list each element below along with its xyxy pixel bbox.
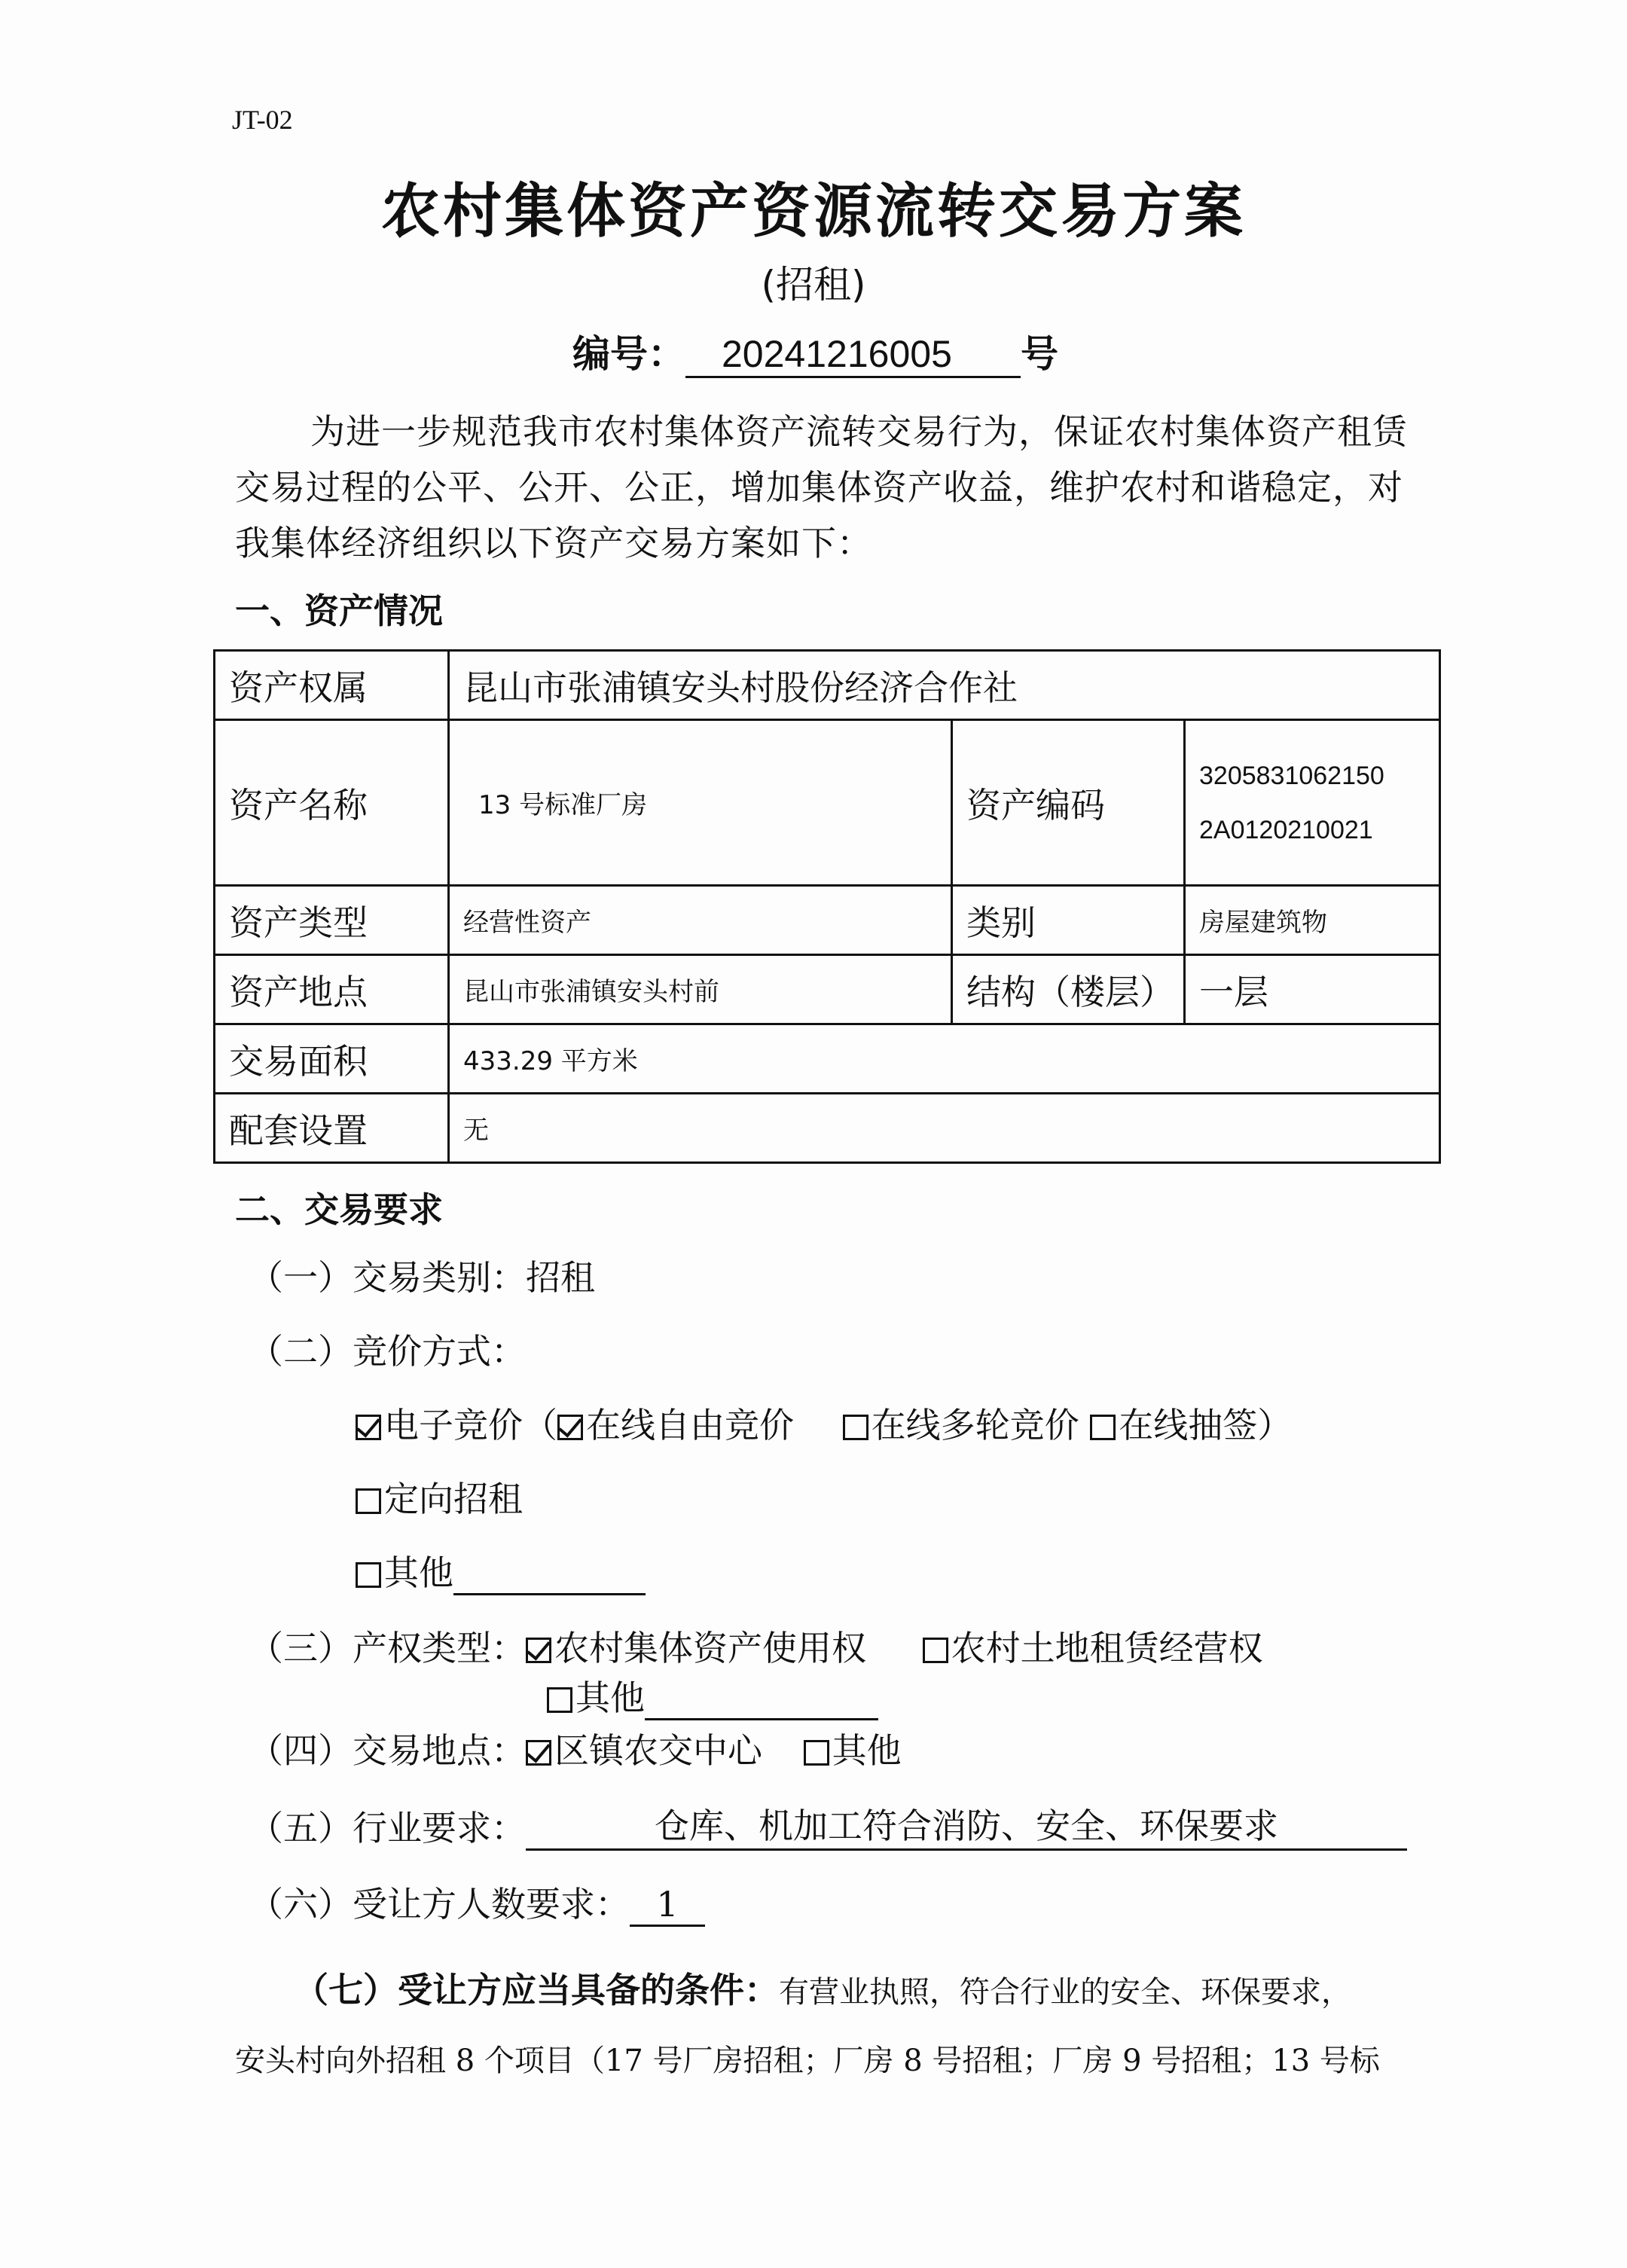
req-industry [249,1799,1407,1851]
bidding-other-blank [453,1555,646,1595]
section-asset-heading: 一、资产情况 [235,591,443,631]
serial-number-line [572,324,1058,378]
checkbox-online-multi-round[interactable] [843,1415,868,1440]
req-transferee-count [249,1877,705,1927]
checkbox-bidding-other[interactable] [356,1562,381,1588]
opt-town-center: 区镇农交中心 [554,1730,762,1771]
opt-location-other: 其他 [832,1730,902,1771]
opt-directed-lease: 定向招租 [384,1479,523,1519]
table-row [215,886,1440,955]
req-trade-location-label: （四）交易地点： [249,1730,526,1771]
req-conditions-continued: 安头村向外招租 8 个项目（17 号厂房招租；厂房 8 号招租；厂房 9 号招租；13 号标 [235,2044,1380,2078]
asset-table [213,649,1441,1164]
serial-suffix: 号 [1021,332,1058,376]
type-label: 资产类型 [215,886,449,955]
req-transferee-count-label: （六）受让方人数要求： [249,1884,630,1925]
req-bidding-options-row1 [356,1398,1292,1448]
owner-label: 资产权属 [215,651,449,720]
category-label: 类别 [952,886,1185,955]
structure-label: 结构（楼层） [952,955,1185,1024]
opt-online-lottery: 在线抽签） [1119,1405,1293,1445]
req-property-type [249,1621,1263,1671]
req-conditions-label: （七）受让方应当具备的条件： [294,1970,779,2010]
table-row [215,1094,1440,1163]
req-industry-value: 仓库、机加工符合消防、安全、环保要求 [526,1799,1407,1851]
location-value: 昆山市张浦镇安头村前 [449,955,952,1024]
req-property-type-other [547,1671,878,1720]
document-code: JT-02 [232,105,293,135]
checkbox-online-free-bidding[interactable] [557,1415,583,1440]
req-transferee-count-value: 1 [630,1884,705,1927]
name-value: 13 号标准厂房 [449,720,952,886]
type-value: 经营性资产 [449,886,952,955]
opt-property-other: 其他 [575,1677,645,1718]
req-bidding-options-row3 [356,1546,646,1595]
code-line-1: 3205831062150 [1199,761,1384,790]
table-row [215,651,1440,720]
checkbox-property-other[interactable] [547,1687,572,1713]
opt-asset-use-right: 农村集体资产使用权 [554,1628,866,1668]
facility-label: 配套设置 [215,1094,449,1163]
location-label: 资产地点 [215,955,449,1024]
owner-value: 昆山市张浦镇安头村股份经济合作社 [449,651,1440,720]
document-subtitle: (招租) [761,263,866,307]
code-line-2: 2A0120210021 [1199,815,1373,844]
req-trade-location [249,1723,902,1773]
checkbox-electronic-bidding[interactable] [356,1415,381,1440]
checkbox-location-other[interactable] [804,1740,829,1766]
serial-prefix: 编号： [572,332,685,376]
area-label: 交易面积 [215,1024,449,1094]
req-trade-type [249,1250,595,1300]
opt-land-lease-right: 农村土地租赁经营权 [951,1628,1263,1668]
table-row [215,1024,1440,1094]
req-bidding-method-label: （二）竞价方式： [249,1331,526,1372]
property-other-blank [645,1680,878,1720]
table-row [215,955,1440,1024]
document-title: 农村集体资产资源流转交易方案 [380,178,1246,246]
req-bidding-options-row2 [356,1472,523,1522]
req-trade-type-label: （一）交易类别： [249,1257,526,1298]
checkbox-asset-use-right[interactable] [526,1638,551,1663]
checkbox-town-center[interactable] [526,1740,551,1766]
name-label: 资产名称 [215,720,449,886]
category-value: 房屋建筑物 [1185,886,1440,955]
section-requirements-heading: 二、交易要求 [235,1189,443,1230]
req-industry-label: （五）行业要求： [249,1808,526,1848]
req-transferee-conditions [294,1963,1351,2013]
table-row [215,720,1440,886]
req-trade-type-value: 招租 [526,1257,595,1298]
opt-electronic-bidding: 电子竞价（ [384,1405,557,1445]
serial-number: 20241216005 [685,332,1021,378]
req-conditions-text: 有营业执照，符合行业的安全、环保要求， [779,1975,1351,2010]
req-property-type-label: （三）产权类型： [249,1628,526,1668]
code-value [1185,720,1440,886]
opt-online-multi-round: 在线多轮竞价 [871,1405,1079,1445]
facility-value: 无 [449,1094,1440,1163]
intro-paragraph: 为进一步规范我市农村集体资产流转交易行为，保证农村集体资产租赁交易过程的公平、公开、公正，增加集体资产收益，维护农村和谐稳定，对我集体经济组织以下资产交易方案如下： [235,411,1408,563]
structure-value: 一层 [1185,955,1440,1024]
checkbox-directed-lease[interactable] [356,1488,381,1514]
opt-bidding-other: 其他 [384,1552,453,1593]
code-label: 资产编码 [952,720,1185,886]
opt-online-free-bidding: 在线自由竞价 [586,1405,794,1445]
checkbox-online-lottery[interactable] [1090,1415,1116,1440]
checkbox-land-lease-right[interactable] [923,1638,948,1663]
area-value: 433.29 平方米 [449,1024,1440,1094]
